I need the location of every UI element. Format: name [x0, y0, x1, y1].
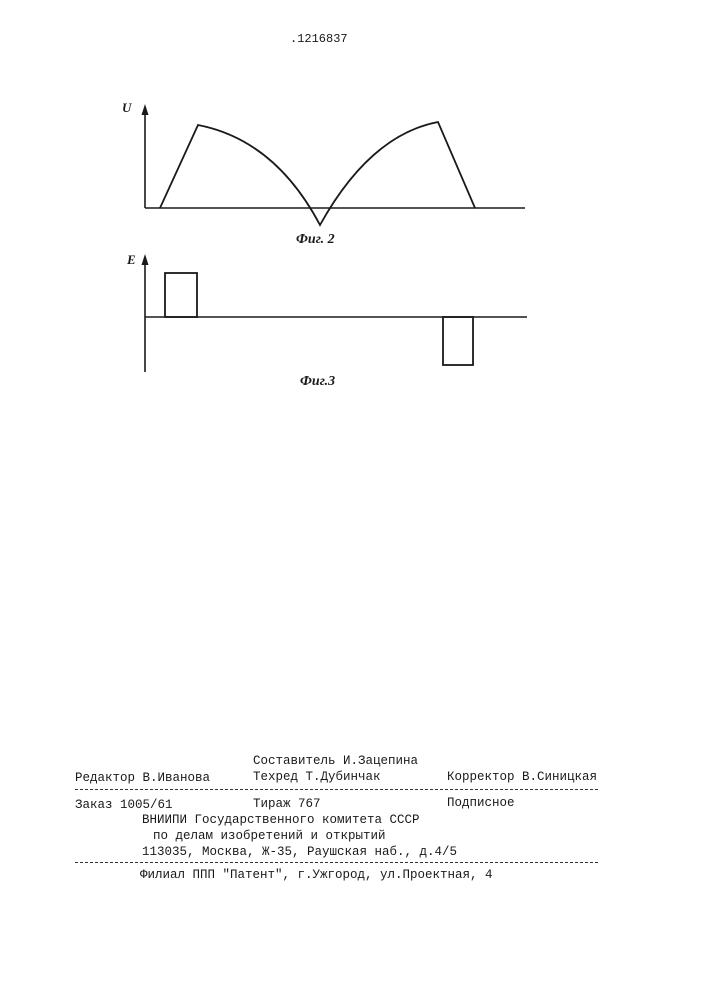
subscription-text: Подписное: [447, 796, 515, 810]
fig2-axis-label: U: [122, 100, 132, 115]
fig3-y-arrow: [142, 254, 149, 265]
fig2-voltage-waveform: [160, 122, 475, 225]
figures-drawing: [0, 0, 707, 420]
order-text: Заказ 1005/61: [75, 798, 173, 812]
circulation-text: Тираж 767: [253, 797, 321, 811]
composer-text: Составитель И.Зацепина: [253, 754, 419, 768]
divider-bottom: [75, 862, 598, 863]
patent-number: .1216837: [290, 32, 348, 46]
fig3-positive-pulse: [165, 273, 197, 317]
fig3-caption: Фиг.3: [300, 374, 336, 389]
divider-top: [75, 789, 598, 790]
editor-text: Редактор В.Иванова: [75, 771, 211, 785]
org-line-1: ВНИИПИ Государственного комитета СССР: [142, 813, 420, 827]
fig3-axis-label: E: [127, 252, 136, 267]
figure-3: [142, 254, 528, 372]
figure-2: [142, 104, 526, 225]
fig2-y-arrow: [142, 104, 149, 115]
fig2-caption: Фиг. 2: [296, 232, 335, 247]
techred-text: Техред Т.Дубинчак: [253, 770, 381, 784]
branch-text: Филиал ППП "Патент", г.Ужгород, ул.Проектная, 4: [140, 868, 493, 882]
org-line-3: 113035, Москва, Ж-35, Раушская наб., д.4/5: [142, 845, 458, 859]
org-line-2: по делам изобретений и открытий: [153, 829, 386, 843]
fig3-negative-pulse: [443, 317, 473, 365]
corrector-text: Корректор В.Синицкая: [447, 770, 598, 784]
